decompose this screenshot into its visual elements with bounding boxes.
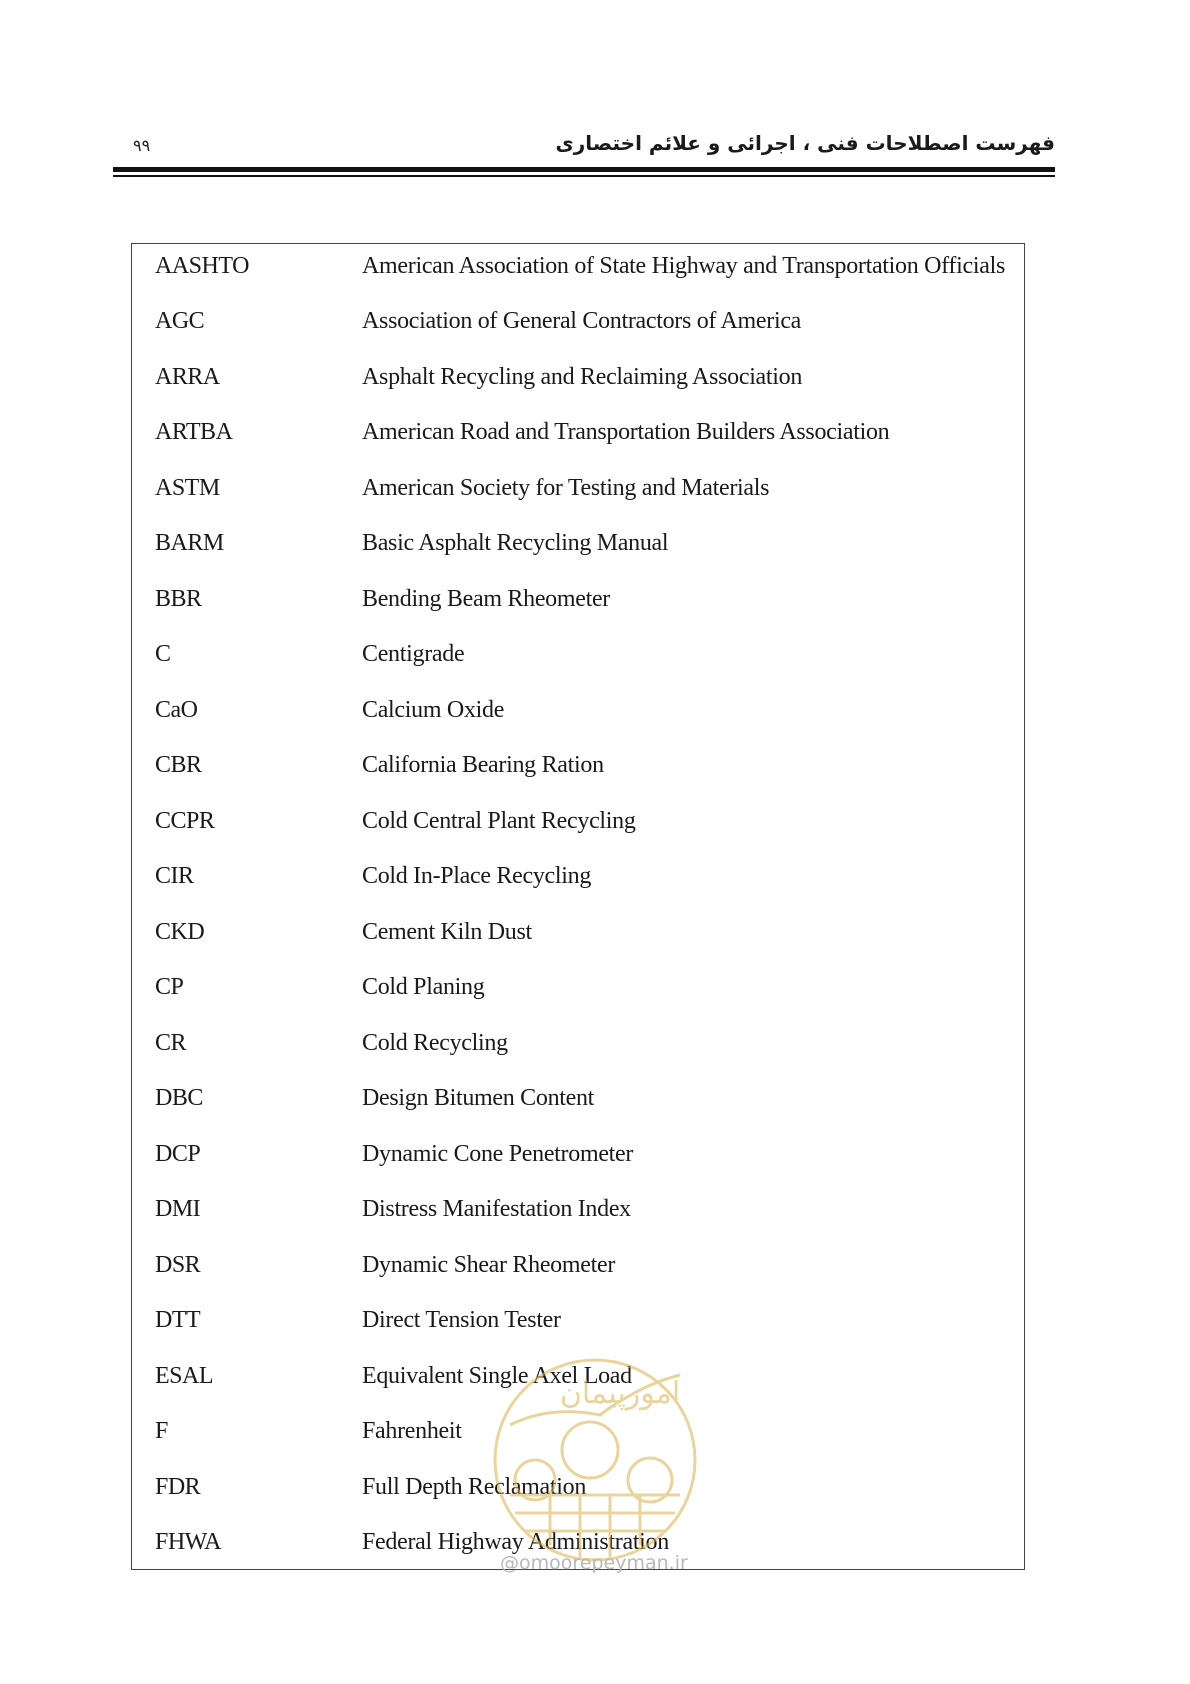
abbreviation: AGC [155, 308, 205, 334]
abbreviation: CCPR [155, 808, 215, 834]
header-rule-thin [113, 175, 1055, 177]
expansion: Full Depth Reclamation [362, 1474, 587, 1500]
abbreviation: ARTBA [155, 419, 233, 445]
page-header [113, 128, 1055, 168]
header-rule-thick [113, 167, 1055, 172]
abbreviation: CBR [155, 752, 202, 778]
abbreviation: DCP [155, 1141, 201, 1167]
abbreviation: DMI [155, 1196, 201, 1222]
abbreviation: CP [155, 974, 184, 1000]
expansion: Association of General Contractors of America [362, 308, 802, 334]
abbreviation: DSR [155, 1252, 201, 1278]
expansion: Cold Recycling [362, 1030, 508, 1056]
table-row [132, 697, 1024, 737]
expansion: American Road and Transportation Builders Association [362, 419, 890, 445]
table-row [132, 808, 1024, 848]
watermark-handle: @omoorepeyman.ir [500, 1552, 688, 1574]
abbreviation: CaO [155, 697, 198, 723]
table-row [132, 863, 1024, 903]
expansion: American Society for Testing and Materials [362, 475, 770, 501]
expansion: Cold In-Place Recycling [362, 863, 592, 889]
expansion: California Bearing Ration [362, 752, 604, 778]
expansion: Fahrenheit [362, 1418, 462, 1444]
abbreviation: FHWA [155, 1529, 222, 1555]
page-number: ۹۹ [133, 136, 151, 155]
expansion: Basic Asphalt Recycling Manual [362, 530, 669, 556]
expansion: Equivalent Single Axel Load [362, 1363, 632, 1389]
abbreviation: CR [155, 1030, 187, 1056]
expansion: Dynamic Shear Rheometer [362, 1252, 616, 1278]
expansion: Cold Planing [362, 974, 485, 1000]
table-row [132, 1141, 1024, 1181]
abbreviation: BBR [155, 586, 202, 612]
table-row [132, 308, 1024, 348]
abbreviation: BARM [155, 530, 224, 556]
table-row [132, 364, 1024, 404]
expansion: Cement Kiln Dust [362, 919, 532, 945]
table-row [132, 1196, 1024, 1236]
table-row [132, 1030, 1024, 1070]
expansion: Centigrade [362, 641, 465, 667]
expansion: Asphalt Recycling and Reclaiming Association [362, 364, 803, 390]
abbreviation: DBC [155, 1085, 203, 1111]
table-row [132, 1252, 1024, 1292]
abbreviation: C [155, 641, 171, 667]
expansion: Design Bitumen Content [362, 1085, 595, 1111]
expansion: Distress Manifestation Index [362, 1196, 631, 1222]
abbreviation: F [155, 1418, 168, 1444]
abbreviation: FDR [155, 1474, 201, 1500]
table-row [132, 641, 1024, 681]
expansion: Bending Beam Rheometer [362, 586, 611, 612]
table-row [132, 586, 1024, 626]
abbreviation: AASHTO [155, 253, 249, 279]
abbreviation: CKD [155, 919, 205, 945]
table-row [132, 530, 1024, 570]
watermark-logo [490, 1345, 700, 1575]
table-row [132, 253, 1024, 293]
expansion: American Association of State Highway and Transportation Officials [362, 253, 1005, 279]
expansion: Dynamic Cone Penetrometer [362, 1141, 634, 1167]
expansion: Cold Central Plant Recycling [362, 808, 636, 834]
abbreviation: ARRA [155, 364, 220, 390]
table-row [132, 1085, 1024, 1125]
table-row [132, 475, 1024, 515]
abbreviation: CIR [155, 863, 194, 889]
expansion: Direct Tension Tester [362, 1307, 561, 1333]
expansion: Federal Highway Administration [362, 1529, 669, 1555]
watermark-logo-text: امورپیمان [559, 1376, 681, 1411]
abbreviation: ASTM [155, 475, 220, 501]
table-row [132, 919, 1024, 959]
table-row [132, 419, 1024, 459]
expansion: Calcium Oxide [362, 697, 505, 723]
table-row [132, 752, 1024, 792]
abbreviation: ESAL [155, 1363, 213, 1389]
running-title: فهرست اصطلاحات فنی ، اجرائی و علائم اختصاری [555, 131, 1055, 155]
table-row [132, 974, 1024, 1014]
table-row [132, 1307, 1024, 1347]
abbreviation: DTT [155, 1307, 201, 1333]
